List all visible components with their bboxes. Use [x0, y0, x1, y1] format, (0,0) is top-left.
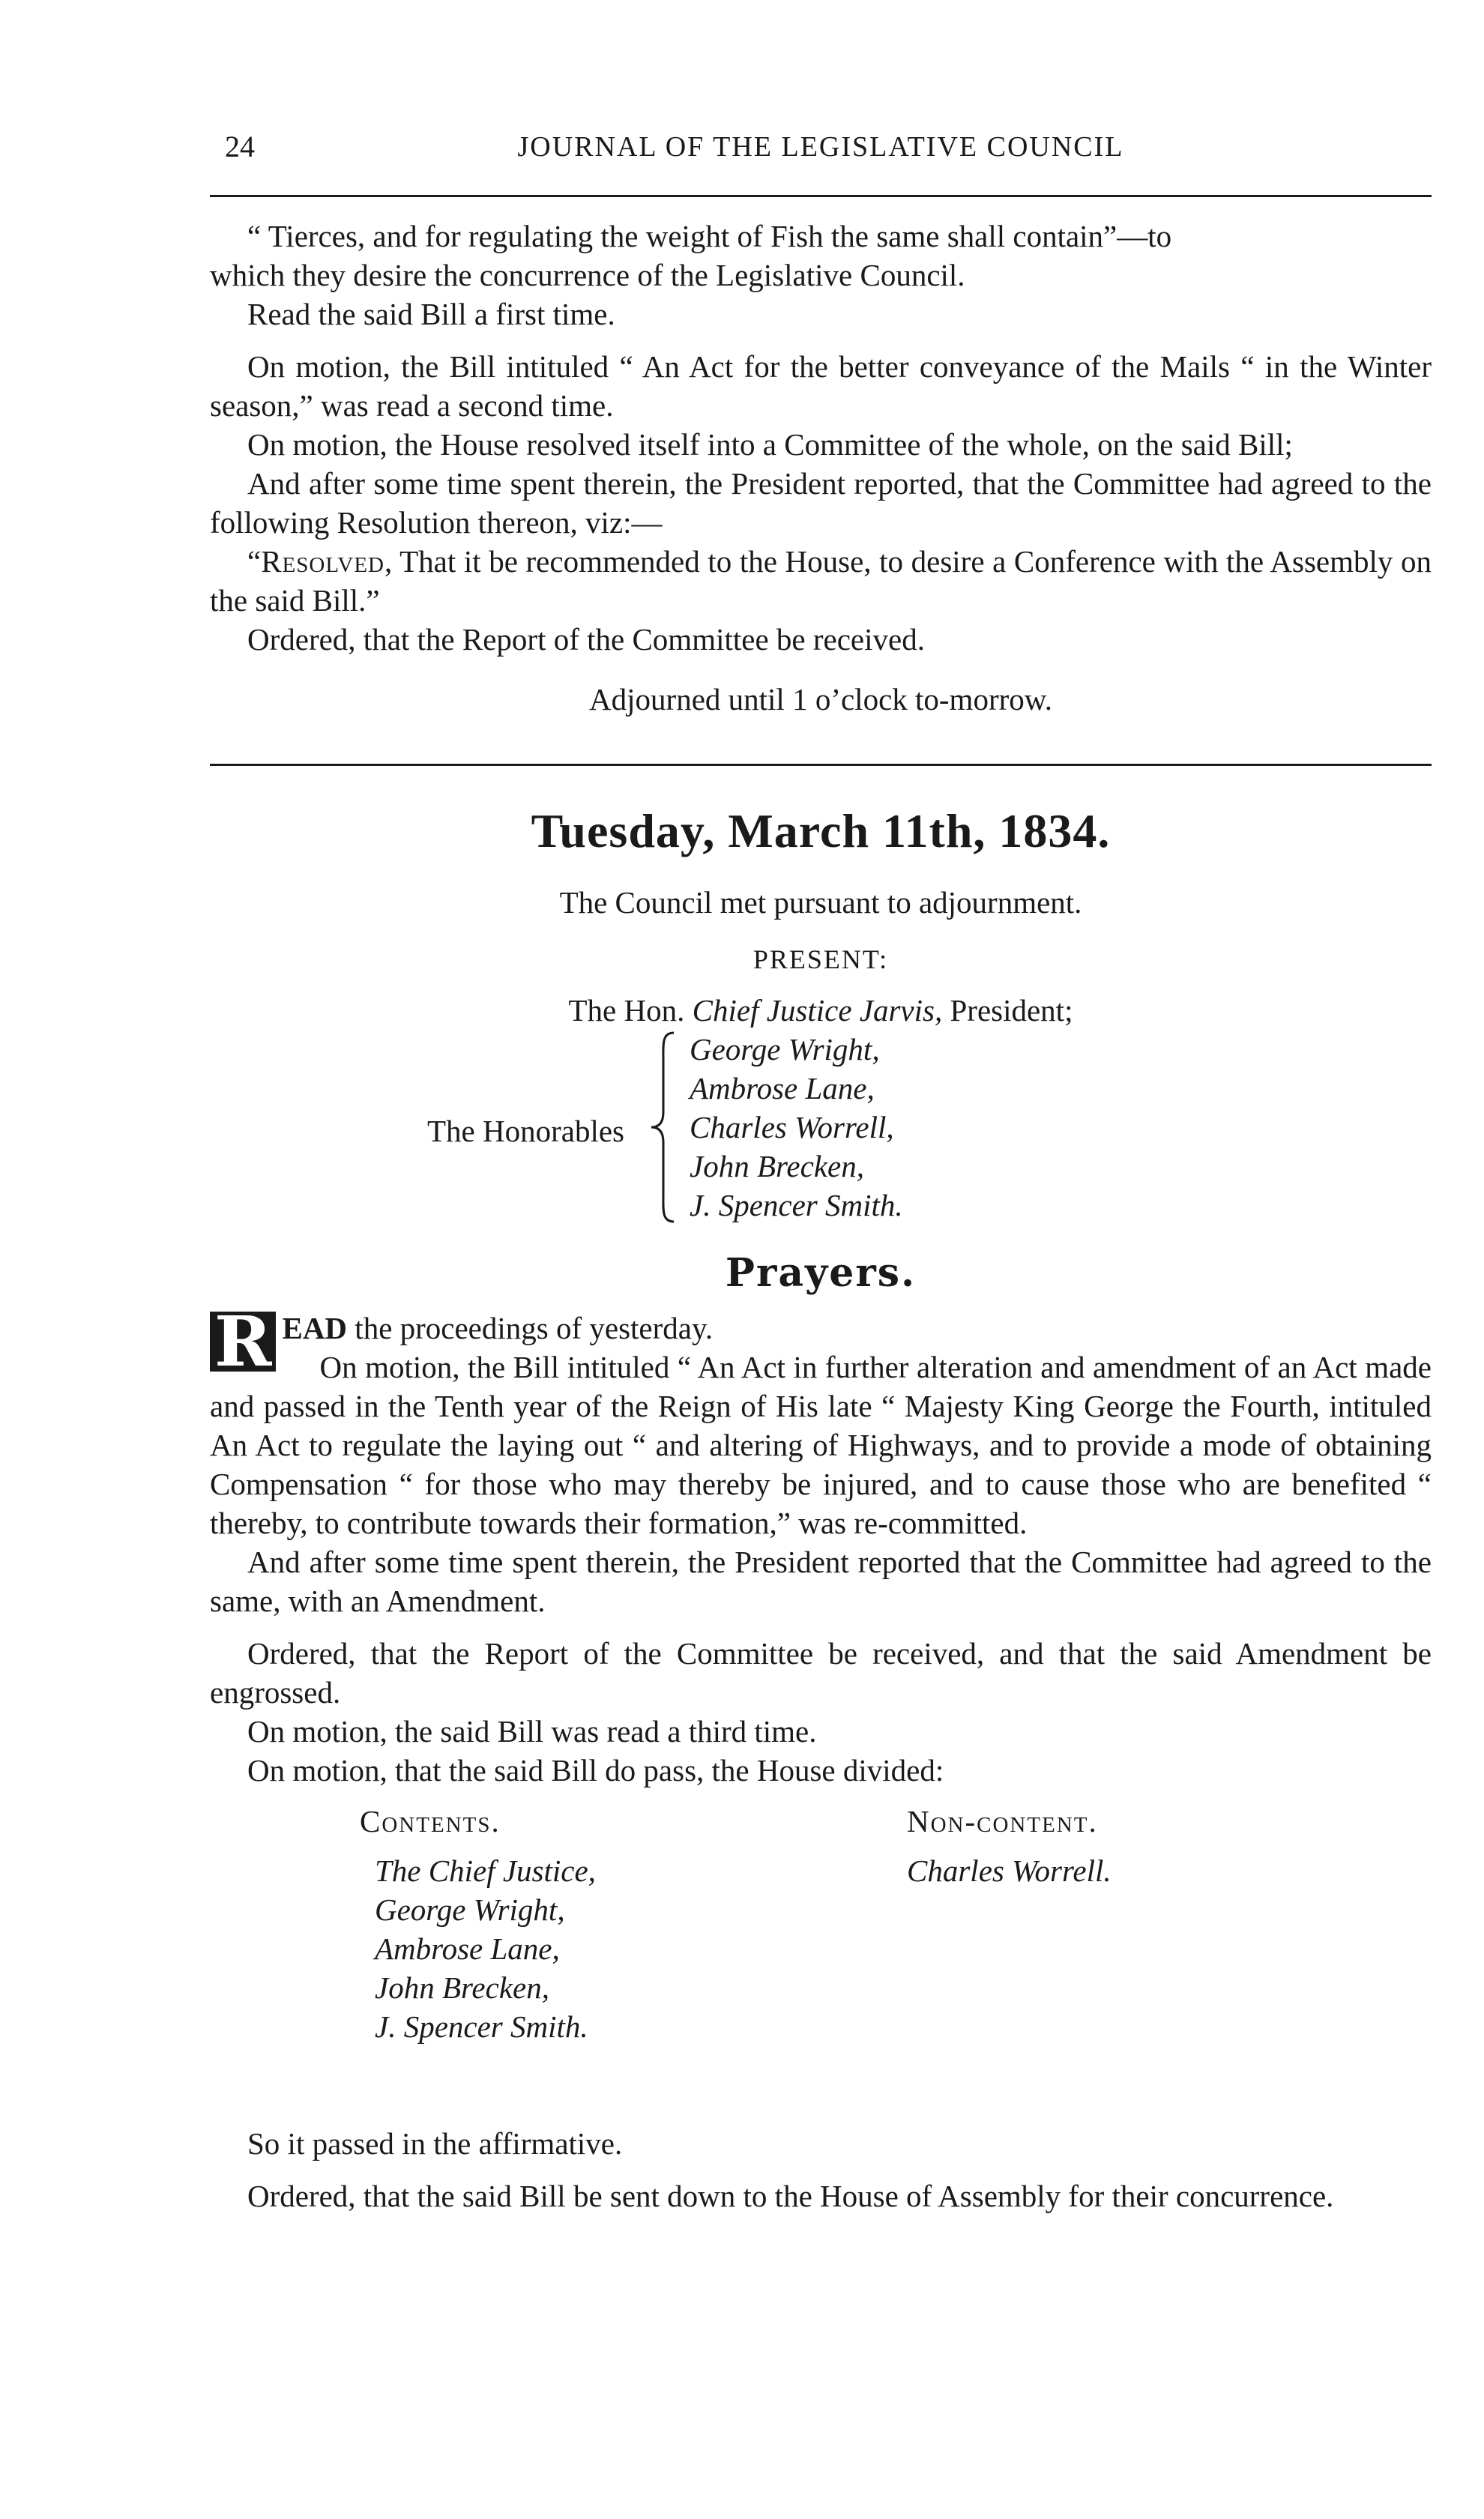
content-member: John Brecken, — [375, 1970, 549, 2005]
honorable-name: Charles Worrell, — [690, 1110, 894, 1144]
honorable-name: Ambrose Lane, — [690, 1071, 875, 1105]
page-header — [210, 112, 1432, 172]
content-member: J. Spencer Smith. — [375, 2009, 588, 2044]
noncontent-column — [907, 1802, 1112, 1890]
paragraph-resolved — [210, 542, 1432, 620]
read-tail: the proceedings of yesterday. — [347, 1311, 714, 1345]
resolved-word: Resolved — [261, 544, 384, 579]
division-table — [210, 1802, 1432, 2124]
paragraph-third-reading: On motion, the said Bill was read a third time. — [247, 1714, 817, 1749]
president-suffix: President; — [950, 993, 1073, 1028]
honorable-name: John Brecken, — [690, 1149, 864, 1183]
honorables-label: The Honorables — [427, 1114, 624, 1148]
paragraph-first-reading: Read the said Bill a first time. — [247, 297, 615, 331]
day-heading: Tuesday, March 11th, 1834. — [531, 804, 1111, 857]
read-word: EAD — [282, 1311, 348, 1345]
honorable-name: George Wright, — [690, 1032, 880, 1067]
header-rule — [210, 195, 1432, 197]
journal-page — [210, 112, 1432, 2215]
resolved-text: , That it be recommended to the House, to desire a Conference with the Assembly on the said Bill.” — [210, 544, 1432, 618]
drop-cap: R — [210, 1312, 276, 1372]
president-name: Chief Justice Jarvis, — [692, 993, 943, 1028]
paragraph-sent-down: Ordered, that the said Bill be sent down to the House of Assembly for their concurrence. — [247, 2179, 1334, 2213]
content-member: Ambrose Lane, — [375, 1931, 560, 1966]
paragraph-amendment-report: And after some time spent therein, the President reported that the Committee had agreed to the same, with an Amendment. — [210, 1545, 1432, 1618]
noncontent-list — [907, 1851, 1112, 1890]
council-met-line: The Council met pursuant to adjournment. — [559, 885, 1082, 920]
paragraph-tierces-line2: which they desire the concurrence of the Legislative Council. — [210, 258, 965, 292]
content-member: The Chief Justice, — [375, 1853, 596, 1888]
brace-icon — [648, 1030, 678, 1225]
paragraph-read-proceedings — [210, 1301, 1432, 1382]
paragraph-house-divided: On motion, that the said Bill do pass, the House divided: — [247, 1753, 944, 1788]
contents-list — [360, 1851, 596, 2046]
content-member: George Wright, — [375, 1892, 565, 1927]
paragraph-affirmative: So it passed in the affirmative. — [247, 2126, 623, 2161]
paragraph-tierces-line1: “ Tierces, and for regulating the weight of Fish the same shall contain”—to — [247, 219, 1172, 253]
paragraph-engrossed: Ordered, that the Report of the Committee be received, and that the said Amendment be engrossed. — [210, 1636, 1432, 1710]
honorable-name: J. Spencer Smith. — [690, 1188, 903, 1222]
paragraph-committee-whole: On motion, the House resolved itself into a Committee of the whole, on the said Bill; — [247, 427, 1293, 462]
paragraph-highways-bill: On motion, the Bill intituled “ An Act in further alteration and amendment of an Act made and passed in the Tenth year of the Reign of His late “ Majesty King George the Fourth, intituled An Act to regulate the laying out “ and altering of Highways, and to provide a mode of obtaining Compensation “ for those who may thereby be injured, and to cause those who are benefited “ thereby, to contribute towards their formation,” was re-committed. — [210, 1350, 1432, 1540]
section-divider — [210, 764, 1432, 766]
contents-heading: Contents. — [360, 1804, 501, 1838]
prayers-heading: Prayers. — [725, 1250, 917, 1296]
honorables-block — [210, 1030, 1432, 1232]
paragraph-mails-bill: On motion, the Bill intituled “ An Act for the better conveyance of the Mails “ in the Winter season,” was read a second time. — [210, 349, 1432, 423]
contents-column — [360, 1802, 596, 2046]
president-prefix: The Hon. — [568, 993, 685, 1028]
noncontent-heading: Non-content. — [907, 1804, 1098, 1838]
adjournment-line: Adjourned until 1 o’clock to-morrow. — [589, 682, 1052, 717]
paragraph-report-received: Ordered, that the Report of the Committee be received. — [247, 622, 925, 657]
running-head: JOURNAL OF THE LEGISLATIVE COUNCIL — [517, 131, 1124, 163]
honorables-list — [690, 1030, 903, 1225]
president-line — [210, 991, 1432, 1030]
noncontent-member: Charles Worrell. — [907, 1853, 1112, 1888]
present-label: PRESENT: — [752, 944, 889, 974]
second-section — [210, 802, 1432, 2215]
resolved-open-quote: “ — [247, 544, 262, 579]
first-section — [210, 217, 1432, 719]
paragraph-president-report: And after some time spent therein, the President reported, that the Committee had agreed to the following Resolution thereon, viz:— — [210, 466, 1432, 540]
page-number: 24 — [225, 130, 255, 163]
